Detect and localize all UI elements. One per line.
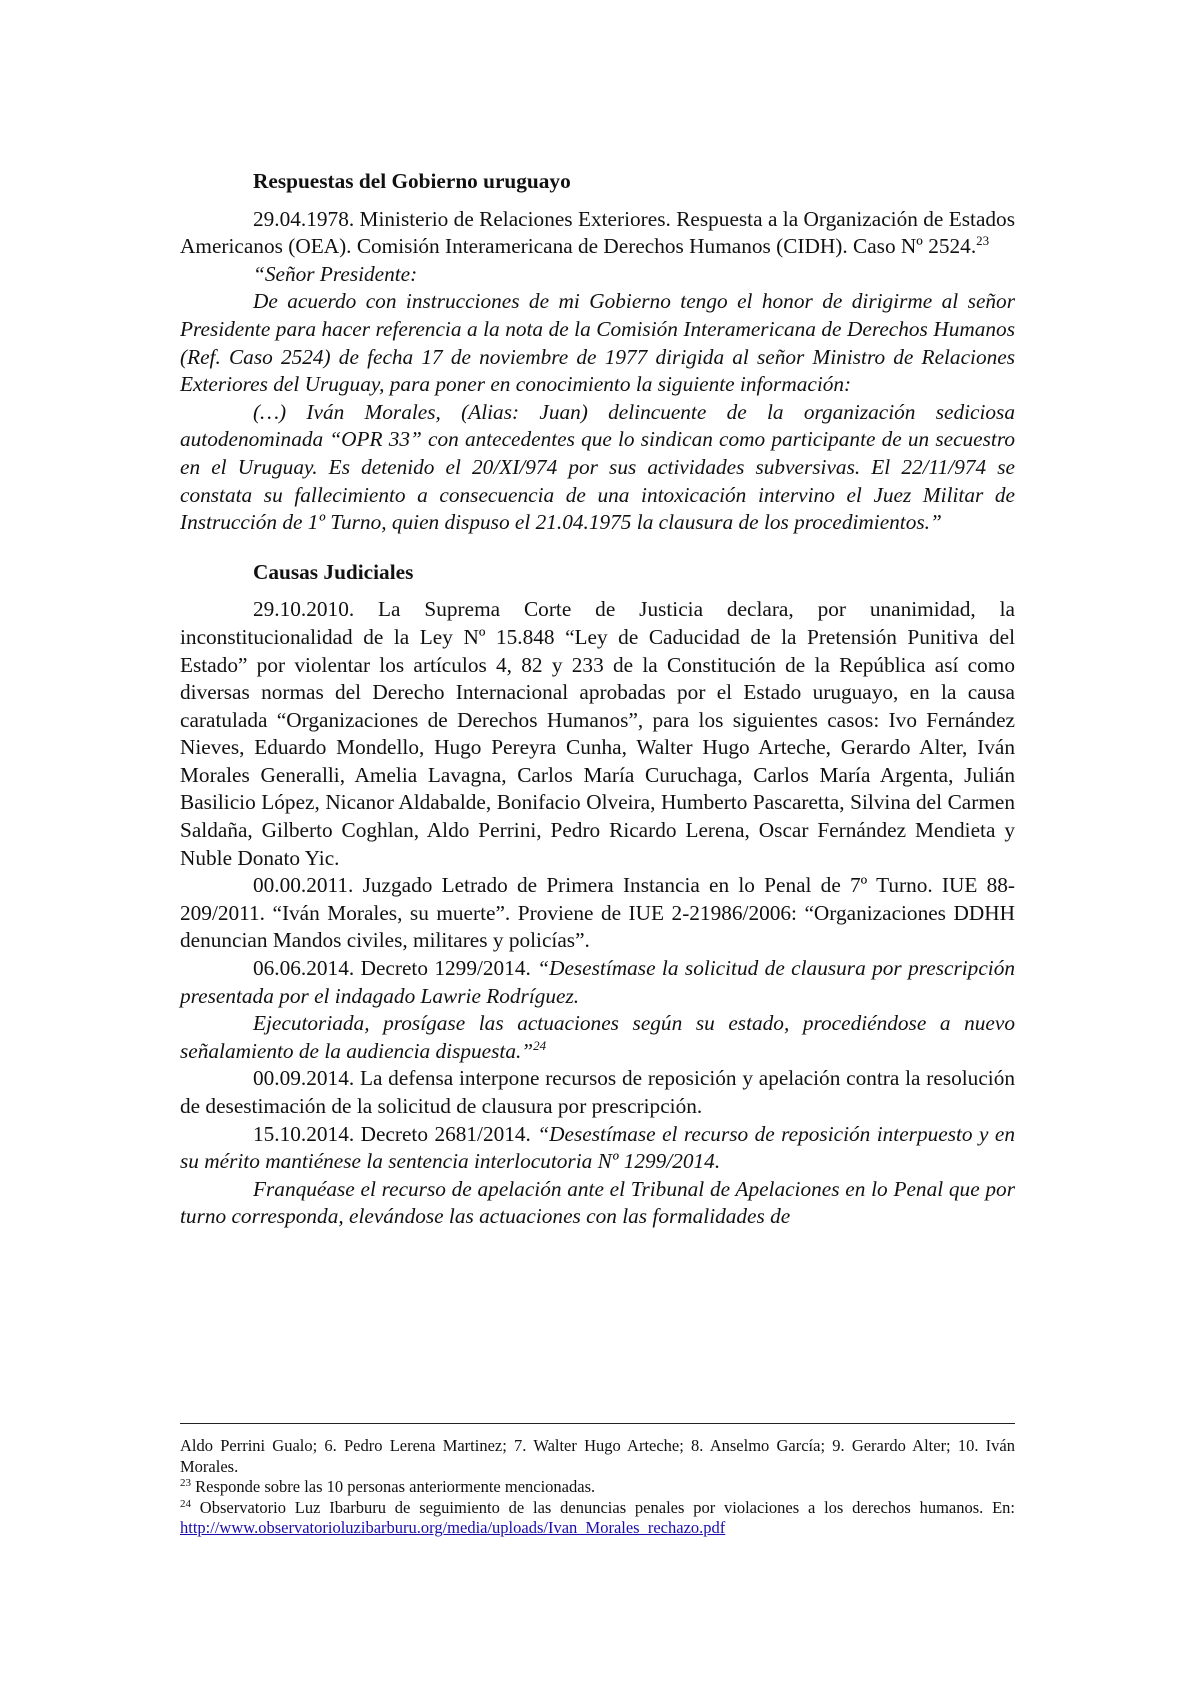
paragraph-suprema-corte: 29.10.2010. La Suprema Corte de Justicia declara, por unanimidad, la inconstitucionalidad de la Ley Nº 15.848 “Ley de Caducidad de la Pretensión Punitiva del Estado” por violentar los artículos 4, 82 y 233 de la Constitución de la República así como diversas normas del Derecho Internacional aprobadas por el Estado uruguayo, en la causa caratulada “Organizaciones de Derechos Humanos”, para los siguientes casos: Ivo Fernández Nieves, Eduardo Mondello, Hugo Pereyra Cunha, Walter Hugo Arteche, Gerardo Alter, Iván Morales Generalli, Amelia Lavagna, Carlos María Curuchaga, Carlos María Argenta, Julián Basilicio López, Nicanor Aldabalde, Bonifacio Olveira, Humberto Pascaretta, Silvina del Carmen Saldaña, Gilberto Coghlan, Aldo Perrini, Pedro Ricardo Lerena, Oscar Fernández Mendieta y Nuble Donato Yic. <box>180 597 1015 870</box>
quote-paragraph-1: De acuerdo con instrucciones de mi Gobierno tengo el honor de dirigirme al señor Presidente para hacer referencia a la nota de la Comisión Interamericana de Derechos Humanos (Ref. Caso 2524) de fecha 17 de noviembre de 1977 dirigida al señor Ministro de Relaciones Exteriores del Uruguay, para poner en conocimiento la siguiente información: <box>180 289 1015 397</box>
footnote-text: Responde sobre las 10 personas anteriormente mencionadas. <box>191 1477 596 1497</box>
footnote-mark: 23 <box>180 1477 191 1490</box>
paragraph-quote: “Desestímase el recurso de reposición interpuesto y en su mérito mantiénese la sentencia interlocutoria Nº 1299/2014. <box>180 1121 1015 1174</box>
footnote-separator <box>180 1423 1015 1424</box>
footnote-24 <box>180 1498 1015 1539</box>
footnote-ref-23[interactable]: 23 <box>976 233 990 249</box>
document-body <box>180 168 1015 1231</box>
paragraph-lead: 06.06.2014. Decreto 1299/2014. <box>253 956 538 981</box>
footnote-mark: 24 <box>180 1497 191 1510</box>
paragraph-ejecutoriada <box>180 1010 1015 1065</box>
footnote-link[interactable]: http://www.observatorioluzibarburu.org/media/uploads/Ivan_Morales_rechazo.pdf <box>180 1518 726 1538</box>
footnote-continuation: Aldo Perrini Gualo; 6. Pedro Lerena Martinez; 7. Walter Hugo Arteche; 8. Anselmo García; 9. Gerardo Alter; 10. Iván Morales. <box>180 1436 1015 1476</box>
paragraph-defensa: 00.09.2014. La defensa interpone recursos de reposición y apelación contra la resolución de desestimación de la solicitud de clausura por prescripción. <box>180 1066 1015 1118</box>
paragraph-decreto-2681 <box>180 1121 1015 1176</box>
footnote-text: Observatorio Luz Ibarburu de seguimiento de las denuncias penales por violaciones a los derechos humanos. En: <box>191 1497 1015 1517</box>
paragraph-lead: 15.10.2014. Decreto 2681/2014. <box>253 1121 538 1146</box>
paragraph-franqueease: Franquéase el recurso de apelación ante el Tribunal de Apelaciones en lo Penal que por turno corresponda, elevándose las actuaciones con las formalidades de <box>180 1176 1015 1229</box>
footnote-ref-24[interactable]: 24 <box>533 1037 547 1053</box>
footnote-23 <box>180 1477 1015 1498</box>
quote-paragraph-2: (…) Iván Morales, (Alias: Juan) delincuente de la organización sediciosa autodenominada “OPR 33” con antecedentes que lo sindican como participante de un secuestro en el Uruguay. Es detenido el 20/XI/974 por sus actividades subversivas. El 22/11/974 se constata su fallecimiento a consecuencia de una intoxicación intervino el Juez Militar de Instrucción de 1º Turno, quien dispuso el 21.04.1975 la clausura de los procedimientos.” <box>180 399 1015 535</box>
paragraph-ministerio <box>180 206 1015 261</box>
paragraph-text: 29.04.1978. Ministerio de Relaciones Exteriores. Respuesta a la Organización de Estados Americanos (OEA). Comisión Interamericana de Derechos Humanos (CIDH). Caso Nº 2524. <box>180 206 1015 259</box>
paragraph-quote: “Desestímase la solicitud de clausura por prescripción presentada por el indagado Lawrie Rodríguez. <box>180 956 1015 1008</box>
section-heading-causas: Causas Judiciales <box>253 559 414 584</box>
footnotes <box>180 1436 1015 1539</box>
quote-salutation: “Señor Presidente: <box>253 261 418 286</box>
paragraph-decreto-1299 <box>180 955 1015 1010</box>
paragraph-text: Ejecutoriada, prosígase las actuaciones según su estado, procediéndose a nuevo señalamiento de la audiencia dispuesta.” <box>180 1011 1015 1063</box>
section-heading-gobierno: Respuestas del Gobierno uruguayo <box>253 169 571 193</box>
paragraph-juzgado: 00.00.2011. Juzgado Letrado de Primera Instancia en lo Penal de 7º Turno. IUE 88-209/2011. “Iván Morales, su muerte”. Proviene de IUE 2-21986/2006: “Organizaciones DDHH denuncian Mandos civiles, militares y policías”. <box>180 873 1015 953</box>
